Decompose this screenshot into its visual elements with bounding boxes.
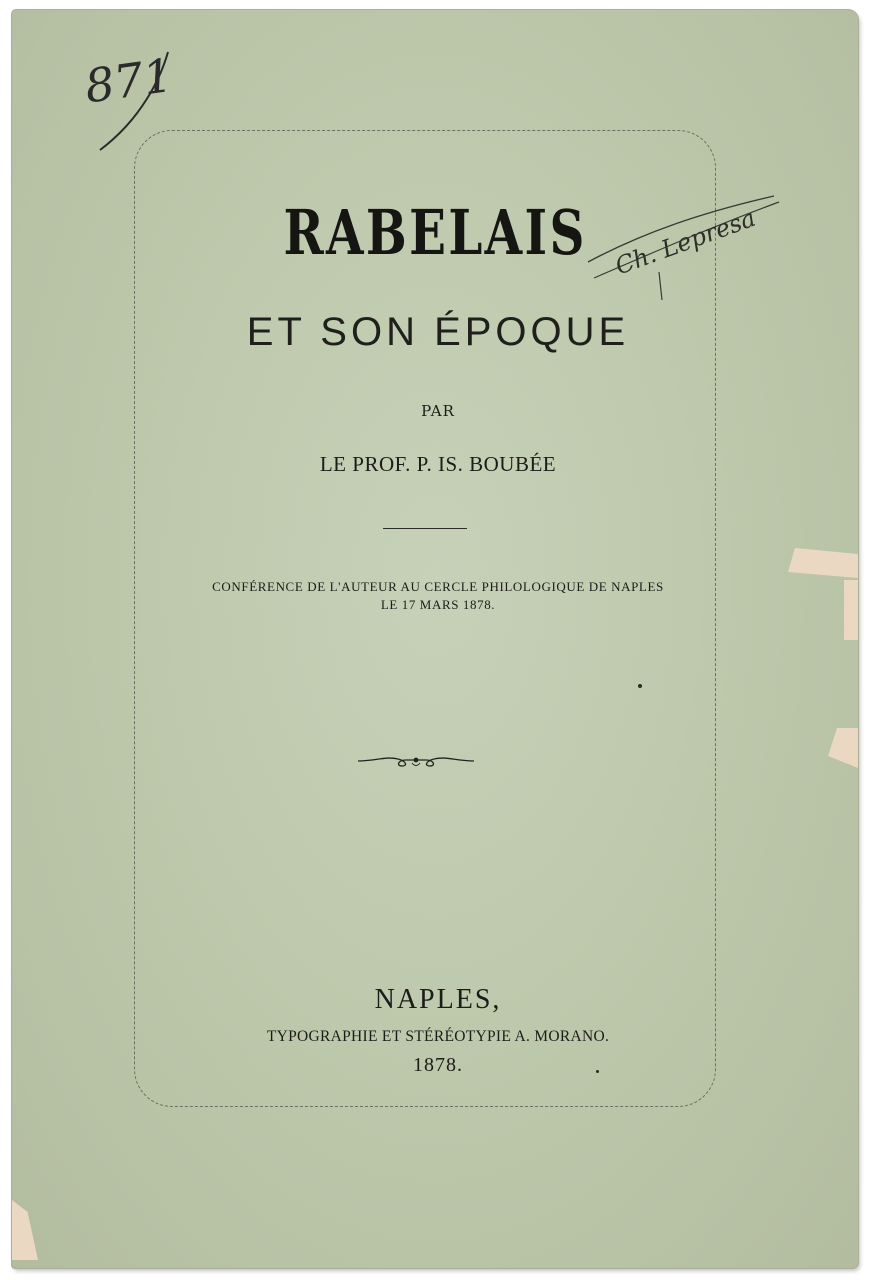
svg-text:Ch. Lepresa: Ch. Lepresa [611, 203, 760, 281]
ornament-flourish [356, 752, 476, 770]
publication-year: 1878. [413, 1054, 463, 1076]
book-title: RABELAIS [283, 196, 587, 269]
handwritten-number [80, 40, 190, 160]
publication-city: NAPLES, [374, 984, 502, 1015]
book-subtitle: ET SON ÉPOQUE [246, 310, 630, 354]
conference-note [0, 578, 876, 614]
svg-text:871: 871 [81, 47, 176, 114]
divider-rule [383, 528, 467, 529]
author-name: LE PROF. P. IS. BOUBÉE [319, 452, 557, 476]
conference-line-1: CONFÉRENCE DE L'AUTEUR AU CERCLE PHILOLOGIQUE DE NAPLES [212, 579, 664, 594]
ink-speck [596, 1070, 599, 1073]
ink-speck [638, 684, 642, 688]
by-label: PAR [421, 402, 455, 420]
printer-name: TYPOGRAPHIE ET STÉRÉOTYPIE A. MORANO. [266, 1028, 610, 1045]
conference-line-2: LE 17 MARS 1878. [380, 597, 496, 612]
